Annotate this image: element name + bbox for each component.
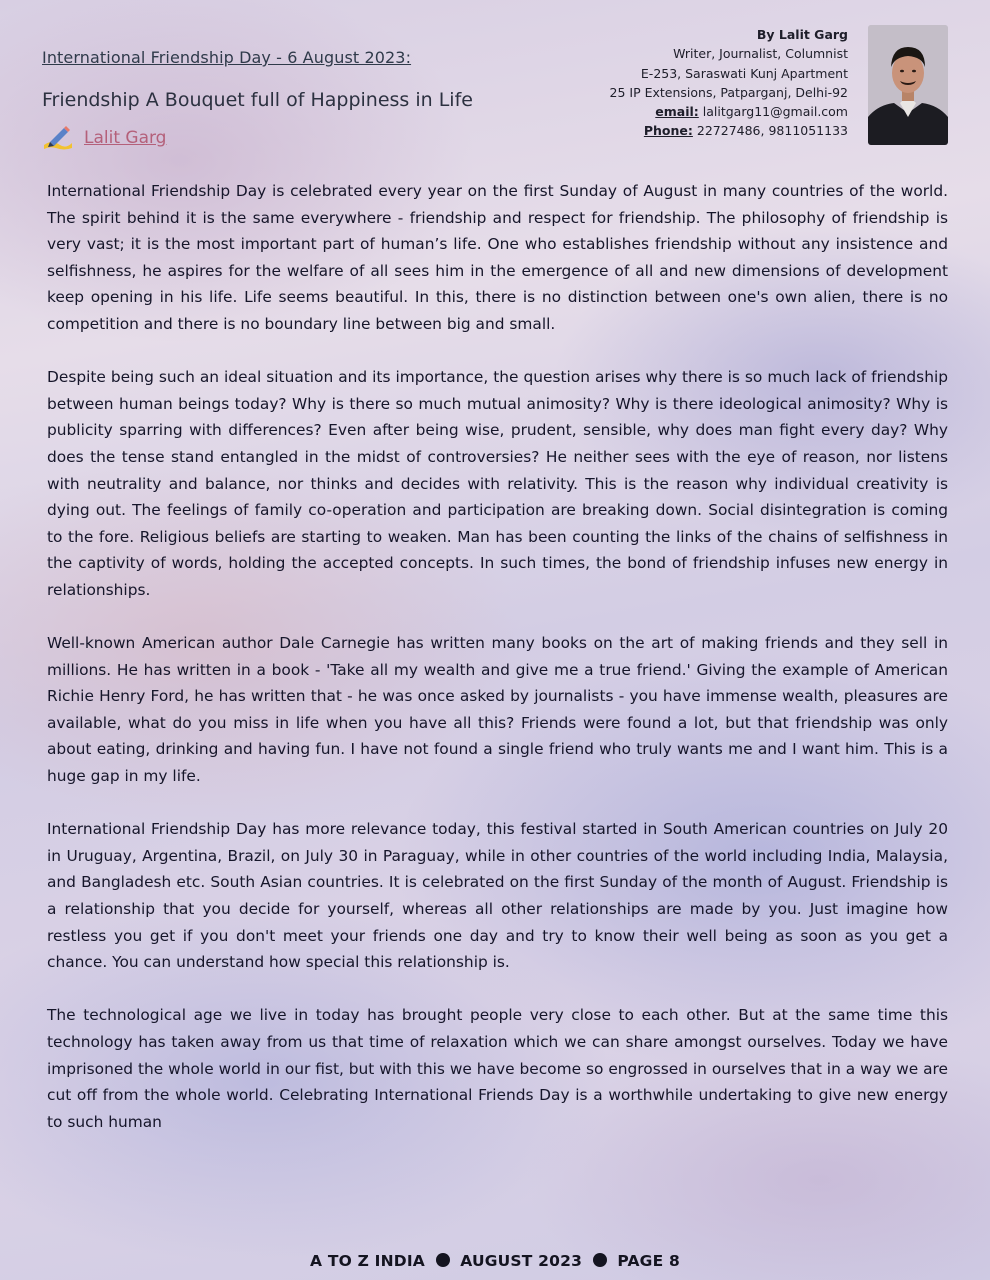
author-photo <box>868 25 948 145</box>
phone-label: Phone: <box>643 123 693 139</box>
article-header <box>42 48 562 151</box>
author-row <box>42 125 562 151</box>
pen-writing-icon <box>42 125 74 151</box>
article-paragraph: International Friendship Day has more relevance today, this festival started in South American countries on July 20 in Uruguay, Argentina, Brazil, on July 30 in Paraguay, while in other countries of the world including India, Malaysia, and Bangladesh etc. South Asian countries. It is celebrated on the first Sunday of the month of August. Friendship is a relationship that you decide for yourself, whereas all other relationships are made by you. Just imagine how restless you get if you don't meet your friends one day and try to know their well being as soon as you get a chance. You can understand how special this relationship is. <box>47 820 948 972</box>
article-paragraph: The technological age we live in today has brought people very close to each other. But at the same time this technology has taken away from us that time of relaxation which we can share amongst ourselves. Today we have imprisoned the whole world in our fist, but with this we have become so engrossed in ourselves that in a way we are cut off from the whole world. Celebrating International Friends Day is a worthwhile undertaking to give new energy to such human <box>47 1006 948 1131</box>
phone-value: 22727486, 9811051133 <box>696 123 848 139</box>
email-row <box>610 102 849 121</box>
page-number: PAGE 8 <box>617 1252 680 1270</box>
page-footer <box>0 1252 990 1270</box>
article-paragraph: International Friendship Day is celebrated every year on the first Sunday of August in many countries of the world. The spirit behind it is the same everywhere - friendship and respect for friendship. The philosophy of friendship is very vast; it is the most important part of human’s life. One who establishes friendship without any insistence and selfishness, he aspires for the welfare of all sees him in the emergence of all and new dimensions of development keep opening in his life. Life seems beautiful. In this, there is no distinction between one's own alien, there is no competition and there is no boundary line between big and small. <box>47 182 948 333</box>
article-paragraph: Well-known American author Dale Carnegie has written many books on the art of making friends and they sell in millions. He has written in a book - 'Take all my wealth and give me a true friend.' Giving the example of American Richie Henry Ford, he has written that - he was once asked by journalists - you have immense wealth, pleasures are available, what do you miss in life when you have all this? Friends were found a lot, but that friendship was only about eating, drinking and having fun. I have not found a single friend who truly wants me and I want him. This is a huge gap in my life. <box>47 634 948 786</box>
email-label: email: <box>655 104 699 120</box>
kicker-title: International Friendship Day - 6 August 2023: <box>42 48 412 67</box>
publication-name: A TO Z INDIA <box>310 1252 425 1270</box>
phone-row <box>610 121 849 140</box>
headline: Friendship A Bouquet full of Happiness in Life <box>42 89 473 111</box>
email-value: lalitgarg11@gmail.com <box>702 104 848 120</box>
author-link[interactable]: Lalit Garg <box>84 128 167 148</box>
bullet-dot-icon <box>593 1253 607 1267</box>
issue-date: AUGUST 2023 <box>460 1252 583 1270</box>
author-portrait-icon <box>868 25 948 145</box>
article-paragraph: Despite being such an ideal situation and its importance, the question arises why there is so much lack of friendship between human beings today? Why is there so much mutual animosity? Why is there ideological animosity? Why is publicity sparring with differences? Even after being wise, prudent, sensible, why does man fight every day? Why does the tense stand entangled in the midst of controversies? He neither sees with the eye of reason, nor listens with neutrality and balance, nor thinks and decides with relativity. This is the reason why individual creativity is dying out. The feelings of family co-operation and participation are breaking down. Social disintegration is coming to the fore. Religious beliefs are starting to weaken. Man has been counting the links of the chains of selfishness in the captivity of words, holding the accepted concepts. In such times, the bond of friendship infuses new energy in relationships. <box>47 368 948 599</box>
byline: By Lalit Garg <box>756 27 848 42</box>
author-role: Writer, Journalist, Columnist <box>673 46 848 62</box>
article-body <box>47 178 948 1162</box>
contact-block <box>610 25 849 141</box>
address-line-1: E-253, Saraswati Kunj Apartment <box>640 65 848 81</box>
address-line-2: 25 IP Extensions, Patparganj, Delhi-92 <box>609 84 848 100</box>
bullet-dot-icon <box>436 1253 450 1267</box>
